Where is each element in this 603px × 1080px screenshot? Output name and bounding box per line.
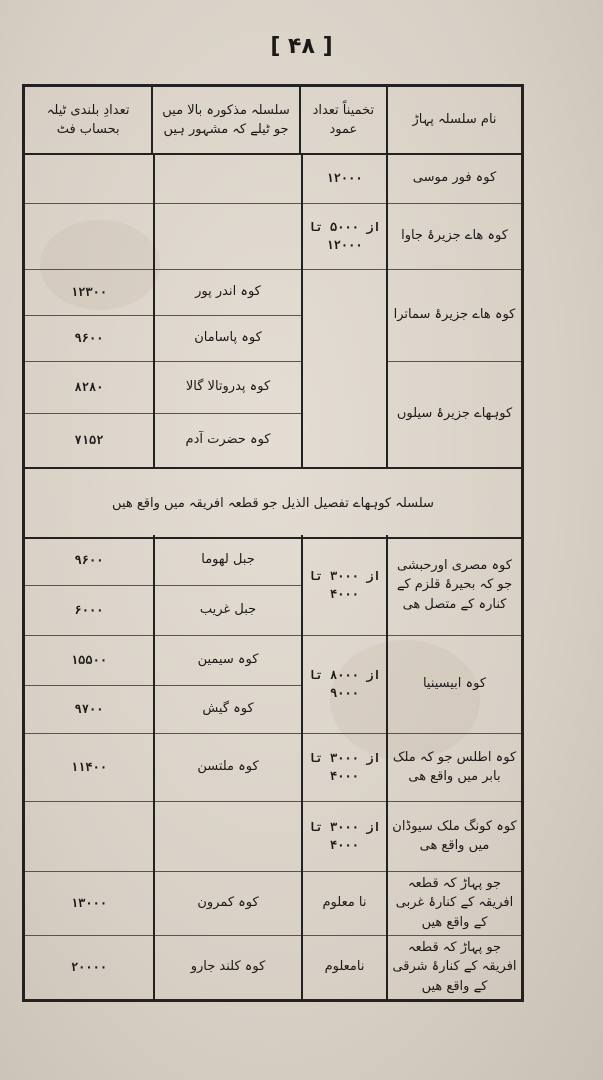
peak-height: ۹۶۰۰ [74,553,104,567]
approx-height: از ۳۰۰۰ تا ۴۰۰۰ [308,751,381,783]
name-column [386,153,521,467]
peak-name: جبل غریب [199,602,257,618]
peak-height: ۶۰۰۰ [74,603,104,617]
peak-name: کوہ گیش [202,701,254,717]
range-name: جو پہاڑ کہ قطعہ افریقہ کے کنارۂ شرقی کے واقع ھیں [392,939,517,994]
approx-height: از ۳۰۰۰ تا ۴۰۰۰ [308,569,381,601]
peak-name: کوہ کلند جارو [190,959,266,975]
page-number: [ ۴۸ ] [270,34,333,59]
peak-name: کوہ سیمین [197,652,259,668]
asia-section [25,153,521,467]
peak-name: کوہ پاسامان [194,330,262,346]
name-column [386,535,521,999]
range-name: کوہ فور موسی [412,170,497,186]
peaks-column [153,535,301,999]
range-name: کوہ کونگ ملک سیوڈان میں واقع ھی [392,818,517,853]
range-name: کوہ اطلس جو کہ ملک بابر میں واقع ھی [392,749,517,784]
mountains-table [22,84,524,1002]
header-peaks: سلسلہ مذکورہ بالا میں جو ٹیلے کہ مشہور ہیں [151,87,298,153]
approx-height: نامعلوم [324,959,365,975]
range-name: کوہ ابیسینیا [422,676,487,692]
peak-height: ۷۱۵۲ [74,433,104,447]
peak-height: ۹۶۰۰ [74,331,104,345]
height-column [25,153,153,467]
header-approx: تخمیناً تعداد عمود [299,87,386,153]
range-name: جو پہاڑ کہ قطعہ افریقہ کے کنارۂ غربی کے واقع ھیں [395,875,514,930]
peak-height: ۱۳۰۰۰ [70,896,108,910]
header-name: نام سلسلہ پہاڑ [386,87,521,153]
peak-height: ۱۲۳۰۰ [70,285,108,299]
peak-height: ۸۲۸۰ [74,380,104,394]
approx-height: نا معلوم [322,895,367,911]
peak-height: ۱۱۴۰۰ [70,760,108,774]
peak-name: کوہ ملتسن [197,759,259,775]
range-name: کوہھاے جزیرۂ سیلوں [396,406,513,422]
approx-height: ۱۲۰۰۰ [326,171,363,185]
peak-name: کوہ کمرون [197,895,259,911]
peak-name: کوہ پدروتالا گالا [185,379,271,395]
approx-column [301,535,386,999]
header-height: تعدادِ بلندی ٹیلہ بحساب فٹ [46,102,130,137]
range-name: کوہ ھاے جزیرۂ جاوا [401,228,508,244]
peak-height: ۲۰۰۰۰ [70,960,108,974]
range-name: کوہ مصری اورحبشی جو کہ بحیرۂ قلزم کے کنارہ کے متصل ھی [396,557,513,612]
peak-height: ۹۷۰۰ [74,702,104,716]
approx-height: از ۸۰۰۰ تا ۹۰۰۰ [308,668,381,700]
table-header [25,87,521,155]
height-column [25,535,153,999]
peak-height: ۱۵۵۰۰ [70,653,108,667]
approx-column [301,153,386,467]
peak-name: کوہ حضرت آدم [185,432,271,448]
africa-section-title: سلسلہ کوہھاے تفصیل الذیل جو قطعہ افریقہ میں واقع ھیں [25,467,521,539]
range-name: کوہ ھاے جزیرۂ سماترا [393,307,516,323]
peak-name: جبل لھوما [201,552,255,568]
africa-section [25,535,521,999]
peak-name: کوہ اندر پور [195,284,261,300]
approx-height: از ۳۰۰۰ تا ۴۰۰۰ [308,820,381,852]
approx-height: از ۵۰۰۰ تا ۱۲۰۰۰ [308,220,381,252]
peaks-column [153,153,301,467]
